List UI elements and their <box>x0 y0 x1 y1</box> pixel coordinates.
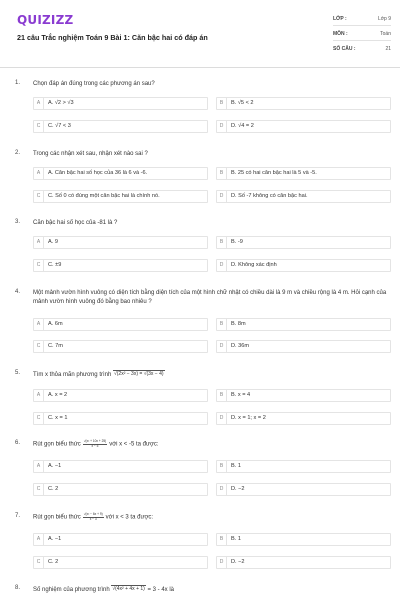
option-text: B. √5 < 2 <box>231 100 254 106</box>
option-letter: A <box>34 461 44 472</box>
option-b[interactable] <box>216 97 391 110</box>
option-text: A. Căn bậc hai số học của 36 là 6 và -6. <box>48 170 148 176</box>
option-text: D. Không xác định <box>231 262 277 268</box>
question-number: 7. <box>15 513 21 519</box>
option-text: D. −2 <box>231 486 245 492</box>
option-c[interactable] <box>33 190 208 203</box>
fraction-denominator: x − 5 <box>91 443 99 448</box>
option-letter: B <box>217 319 227 330</box>
meta-grade-label: LỚP : <box>333 16 347 22</box>
fraction-expression <box>83 440 107 448</box>
option-letter: D <box>217 341 227 352</box>
question-number: 8. <box>15 585 21 591</box>
option-d[interactable] <box>216 412 391 425</box>
option-b[interactable] <box>216 167 391 180</box>
option-text: B. 1 <box>231 463 241 469</box>
question-condition: với x < 3 ta được: <box>105 514 154 521</box>
option-letter: C <box>34 341 44 352</box>
meta-divider <box>333 25 391 26</box>
option-letter: B <box>217 461 227 472</box>
option-a[interactable] <box>33 167 208 180</box>
option-letter: A <box>34 390 44 401</box>
radical-equation: √(2x² − 3x) = √(3x − 4) <box>114 371 164 377</box>
question-stem: Rút gọn biểu thức <box>33 441 81 448</box>
question-stem: Tìm x thỏa mãn phương trình <box>33 372 112 378</box>
option-text: C. ±9 <box>48 262 62 268</box>
option-b[interactable] <box>216 318 391 331</box>
option-text: B. -9 <box>231 239 243 245</box>
meta-count-value: 21 <box>385 46 391 52</box>
option-b[interactable] <box>216 460 391 473</box>
option-letter: C <box>34 557 44 568</box>
option-letter: D <box>217 260 227 271</box>
question-condition: với x < -5 ta được: <box>109 441 159 448</box>
document-header <box>0 0 400 68</box>
option-a[interactable] <box>33 236 208 249</box>
meta-divider <box>333 40 391 41</box>
option-c[interactable] <box>33 483 208 496</box>
option-letter: B <box>217 534 227 545</box>
option-text: A. 6m <box>48 321 63 327</box>
question-stem: Rút gọn biểu thức <box>33 514 81 521</box>
option-text: D. Số -7 không có căn bậc hai. <box>231 193 308 199</box>
meta-subject-label: MÔN : <box>333 31 348 37</box>
option-text: C. 2 <box>48 486 59 492</box>
option-text: B. 8m <box>231 321 246 327</box>
option-text: A. −1 <box>48 536 62 542</box>
question-text <box>33 585 391 595</box>
option-letter: B <box>217 237 227 248</box>
fraction-numerator: √(x² − 6x + 9) <box>83 512 103 516</box>
option-letter: B <box>217 168 227 179</box>
option-letter: A <box>34 168 44 179</box>
question-number: 4. <box>15 289 21 295</box>
option-a[interactable] <box>33 533 208 546</box>
option-text: C. √7 < 3 <box>48 123 71 129</box>
option-c[interactable] <box>33 259 208 272</box>
option-a[interactable] <box>33 460 208 473</box>
option-letter: D <box>217 121 227 132</box>
option-d[interactable] <box>216 259 391 272</box>
option-text: C. x = 1 <box>48 415 68 421</box>
quizizz-logo: QUIZIZZ <box>17 13 74 27</box>
option-letter: A <box>34 237 44 248</box>
option-a[interactable] <box>33 389 208 402</box>
option-d[interactable] <box>216 483 391 496</box>
option-text: D. 36m <box>231 343 250 349</box>
option-letter: B <box>217 98 227 109</box>
question-text <box>33 440 391 449</box>
option-text: C. 7m <box>48 343 63 349</box>
option-b[interactable] <box>216 389 391 402</box>
option-text: A. 9 <box>48 239 58 245</box>
option-letter: C <box>34 121 44 132</box>
option-c[interactable] <box>33 412 208 425</box>
option-c[interactable] <box>33 340 208 353</box>
fraction-numerator: √(x² + 10x + 25) <box>83 439 107 443</box>
option-text: A. x = 2 <box>48 392 68 398</box>
option-letter: A <box>34 534 44 545</box>
option-letter: C <box>34 191 44 202</box>
option-letter: C <box>34 413 44 424</box>
option-c[interactable] <box>33 556 208 569</box>
option-c[interactable] <box>33 120 208 133</box>
option-letter: A <box>34 98 44 109</box>
option-text: C. Số 0 có đúng một căn bậc hai là chính nó. <box>48 193 160 199</box>
option-text: D. √4 = 2 <box>231 123 254 129</box>
question-stem: Số nghiệm của phương trình <box>33 587 110 593</box>
question-number: 5. <box>15 370 21 376</box>
meta-grade-value: Lớp 9 <box>377 16 391 22</box>
question-text: Trong các nhận xét sau, nhận xét nào sai ? <box>33 151 148 157</box>
option-letter: D <box>217 557 227 568</box>
question-number: 3. <box>15 219 21 225</box>
question-number: 1. <box>15 80 21 86</box>
meta-subject-value: Toán <box>380 31 391 37</box>
option-b[interactable] <box>216 533 391 546</box>
option-text: D. −2 <box>231 559 245 565</box>
fraction-denominator: x − 3 <box>89 516 97 521</box>
option-letter: D <box>217 413 227 424</box>
option-d[interactable] <box>216 340 391 353</box>
option-a[interactable] <box>33 97 208 110</box>
fraction-expression <box>83 513 104 521</box>
question-text: Căn bậc hai số học của -81 là ? <box>33 220 118 226</box>
option-text: B. 1 <box>231 536 241 542</box>
radical-expression: √(4x² + 4x + 1) <box>112 586 145 592</box>
option-letter: C <box>34 260 44 271</box>
option-a[interactable] <box>33 318 208 331</box>
option-text: A. √2 > √3 <box>48 100 74 106</box>
question-text: Một mảnh vườn hình vuông có diện tích bằng diện tích của một hình chữ nhật có chiều dài là 9 m và chiều rộng là 4 m. Hỏi cạnh của mảnh vườn hình vuông đó bằng bao nhiêu ? <box>33 290 387 305</box>
option-letter: D <box>217 484 227 495</box>
question-condition: = 3 - 4x là <box>147 587 175 593</box>
meta-count-label: SỐ CÂU : <box>333 46 356 52</box>
question-number: 2. <box>15 150 21 156</box>
option-d[interactable] <box>216 190 391 203</box>
option-text: D. x = 1; x = 2 <box>231 415 266 421</box>
option-text: B. 25 có hai căn bậc hai là 5 và -5. <box>231 170 317 176</box>
option-text: C. 2 <box>48 559 59 565</box>
option-letter: B <box>217 390 227 401</box>
option-d[interactable] <box>216 556 391 569</box>
option-letter: A <box>34 319 44 330</box>
option-letter: C <box>34 484 44 495</box>
question-number: 6. <box>15 440 21 446</box>
question-text <box>33 513 391 522</box>
question-text <box>33 370 391 380</box>
option-b[interactable] <box>216 236 391 249</box>
option-text: A. −1 <box>48 463 62 469</box>
option-text: B. x = 4 <box>231 392 251 398</box>
option-letter: D <box>217 191 227 202</box>
page-title: 21 câu Trắc nghiệm Toán 9 Bài 1: Căn bậc hai có đáp án <box>17 33 208 42</box>
question-text: Chọn đáp án đúng trong các phương án sau? <box>33 81 155 87</box>
option-d[interactable] <box>216 120 391 133</box>
